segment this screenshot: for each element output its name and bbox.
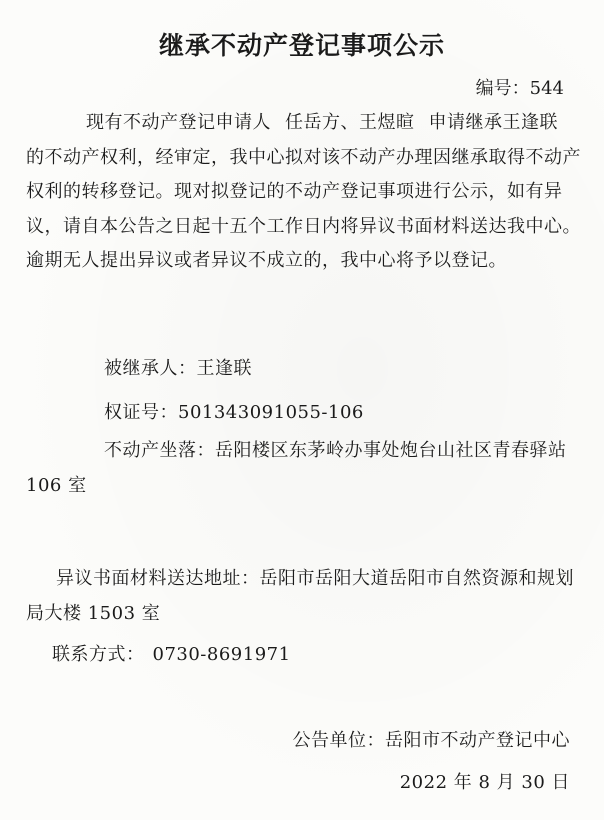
contact-line: [52, 640, 291, 666]
announcement-date: 2022 年 8 月 30 日: [399, 772, 570, 793]
issuer-value: 岳阳市不动产登记中心: [385, 730, 570, 751]
issuer-label: 公告单位：: [292, 730, 385, 751]
paragraph-lead: 现有不动产登记申请人: [86, 112, 271, 133]
certificate-label: 权证号：: [104, 402, 178, 423]
location-label: 不动产坐落：: [104, 440, 215, 461]
document-number: [476, 74, 564, 100]
inheritee-value: 王逢联: [196, 358, 252, 379]
paragraph-rest: 的不动产权利，经审定，我中心拟对该不动产办理因继承取得不动产权利的转移登记。现对拟登记的不动产登记事项进行公示，如有异议，请自本公告之日起十五个工作日内将异议书面材料送达我中心。逾期无人提出异议或者异议不成立的，我中心将予以登记。: [26, 146, 581, 271]
announcement-paragraph: [26, 106, 590, 279]
objection-address-label: 异议书面材料送达地址：: [56, 568, 260, 589]
contact-label: 联系方式：: [52, 644, 145, 665]
inheritee-label: 被继承人：: [104, 358, 197, 379]
document-number-label: 编号：: [475, 78, 530, 99]
paragraph-apply-for: 申请继承: [428, 112, 503, 133]
inheritee-line: [104, 354, 252, 380]
document-title: 继承不动产登记事项公示: [158, 31, 445, 60]
document-number-value: 544: [529, 78, 564, 99]
applicant-names: 任岳方、王煜暄: [285, 112, 415, 133]
objection-address-block: [26, 562, 590, 631]
certificate-line: [104, 398, 364, 424]
deceased-name-inline: 王逢联: [502, 112, 558, 133]
certificate-value: 501343091055-106: [178, 402, 364, 423]
location-value: 岳阳楼区东茅岭办事处炮台山社区青春驿站 106 室: [26, 440, 567, 496]
issuer-line: [293, 726, 571, 752]
contact-value: 0730-8691971: [152, 644, 291, 665]
location-block: [26, 434, 590, 503]
objection-address-value: 岳阳市岳阳大道岳阳市自然资源和规划局大楼 1503 室: [26, 568, 574, 624]
